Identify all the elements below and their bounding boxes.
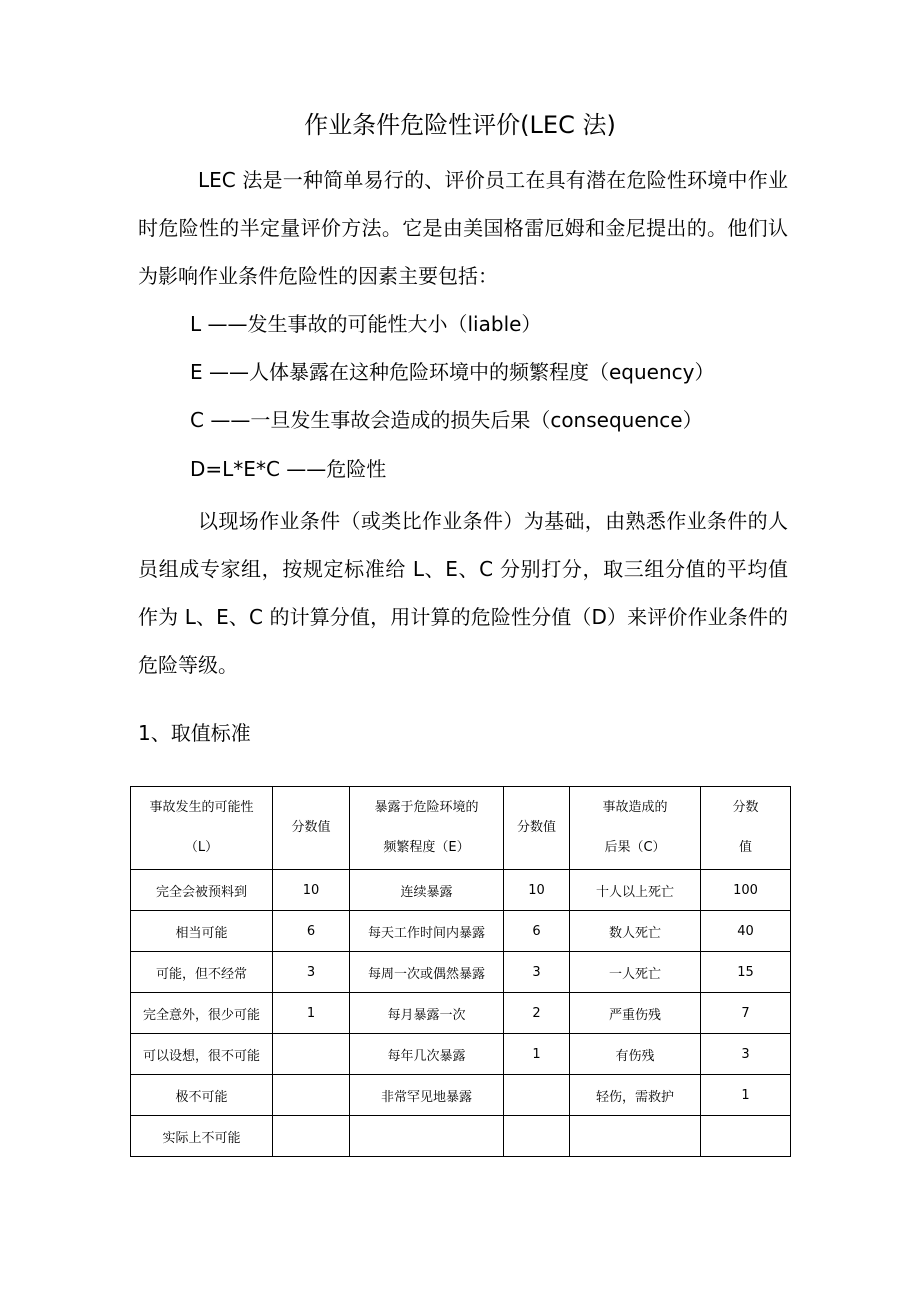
table-cell: 每年几次暴露 — [350, 1034, 504, 1075]
table-cell — [273, 1116, 350, 1157]
table-cell: 一人死亡 — [570, 952, 701, 993]
table-cell — [504, 1116, 570, 1157]
table-header-row — [131, 787, 791, 870]
table-cell: 有伤残 — [570, 1034, 701, 1075]
lec-value-table — [130, 786, 791, 1157]
table-row — [131, 911, 791, 952]
table-cell: 1 — [701, 1075, 791, 1116]
table-cell: 完全意外，很少可能 — [131, 993, 273, 1034]
definition-d: D=L*E*C ——危险性 — [190, 457, 387, 481]
table-row — [131, 1075, 791, 1116]
table-cell: 40 — [701, 911, 791, 952]
table-row — [131, 870, 791, 911]
table-cell: 6 — [273, 911, 350, 952]
table-cell: 3 — [504, 952, 570, 993]
table-cell: 6 — [504, 911, 570, 952]
header-cell-likelihood: 事故发生的可能性 （L） — [131, 787, 273, 870]
header-cell-e-score: 分数值 — [504, 787, 570, 870]
table-row — [131, 993, 791, 1034]
table-row — [131, 1034, 791, 1075]
table-cell: 数人死亡 — [570, 911, 701, 952]
table-cell: 完全会被预料到 — [131, 870, 273, 911]
table-cell: 10 — [504, 870, 570, 911]
definition-c: C ——一旦发生事故会造成的损失后果（consequence） — [190, 408, 703, 432]
table-cell: 实际上不可能 — [131, 1116, 273, 1157]
definition-e: E ——人体暴露在这种危险环境中的频繁程度（equency） — [190, 360, 715, 384]
table-cell — [273, 1034, 350, 1075]
intro-paragraph: LEC 法是一种简单易行的、评价员工在具有潜在危险性环境中作业时危险性的半定量评价方法。它是由美国格雷厄姆和金尼提出的。他们认为影响作业条件危险性的因素主要包括： — [138, 168, 788, 288]
header-cell-consequence: 事故造成的 后果（C） — [570, 787, 701, 870]
table-cell — [273, 1075, 350, 1116]
section-heading: 1、取值标准 — [138, 721, 251, 745]
table-cell: 100 — [701, 870, 791, 911]
table-cell: 相当可能 — [131, 911, 273, 952]
table-cell: 十人以上死亡 — [570, 870, 701, 911]
table-cell: 连续暴露 — [350, 870, 504, 911]
table-cell — [504, 1075, 570, 1116]
table-cell: 2 — [504, 993, 570, 1034]
table-cell: 10 — [273, 870, 350, 911]
table-cell: 15 — [701, 952, 791, 993]
table-cell: 每月暴露一次 — [350, 993, 504, 1034]
table-cell: 3 — [273, 952, 350, 993]
document-title: 作业条件危险性评价(LEC 法) — [304, 111, 616, 139]
table-cell: 每天工作时间内暴露 — [350, 911, 504, 952]
table-cell — [570, 1116, 701, 1157]
table-cell — [701, 1116, 791, 1157]
header-cell-exposure: 暴露于危险环境的 频繁程度（E） — [350, 787, 504, 870]
table-cell: 极不可能 — [131, 1075, 273, 1116]
definition-l: L ——发生事故的可能性大小（liable） — [190, 312, 542, 336]
table-cell: 轻伤，需救护 — [570, 1075, 701, 1116]
table-cell: 可能，但不经常 — [131, 952, 273, 993]
table-cell — [350, 1116, 504, 1157]
table-cell: 3 — [701, 1034, 791, 1075]
table-row — [131, 952, 791, 993]
table-cell: 可以设想，很不可能 — [131, 1034, 273, 1075]
table-cell: 每周一次或偶然暴露 — [350, 952, 504, 993]
table-cell: 7 — [701, 993, 791, 1034]
header-cell-c-score: 分数 值 — [701, 787, 791, 870]
table-cell: 非常罕见地暴露 — [350, 1075, 504, 1116]
table-row — [131, 1116, 791, 1157]
table-cell: 1 — [504, 1034, 570, 1075]
method-paragraph: 以现场作业条件（或类比作业条件）为基础，由熟悉作业条件的人员组成专家组，按规定标准给 L、E、C 分别打分，取三组分值的平均值作为 L、E、C 的计算分值，用计算的危险性分值（D）来评价作业条件的危险等级。 — [138, 509, 788, 677]
header-cell-l-score: 分数值 — [273, 787, 350, 870]
table-cell: 严重伤残 — [570, 993, 701, 1034]
table-cell: 1 — [273, 993, 350, 1034]
